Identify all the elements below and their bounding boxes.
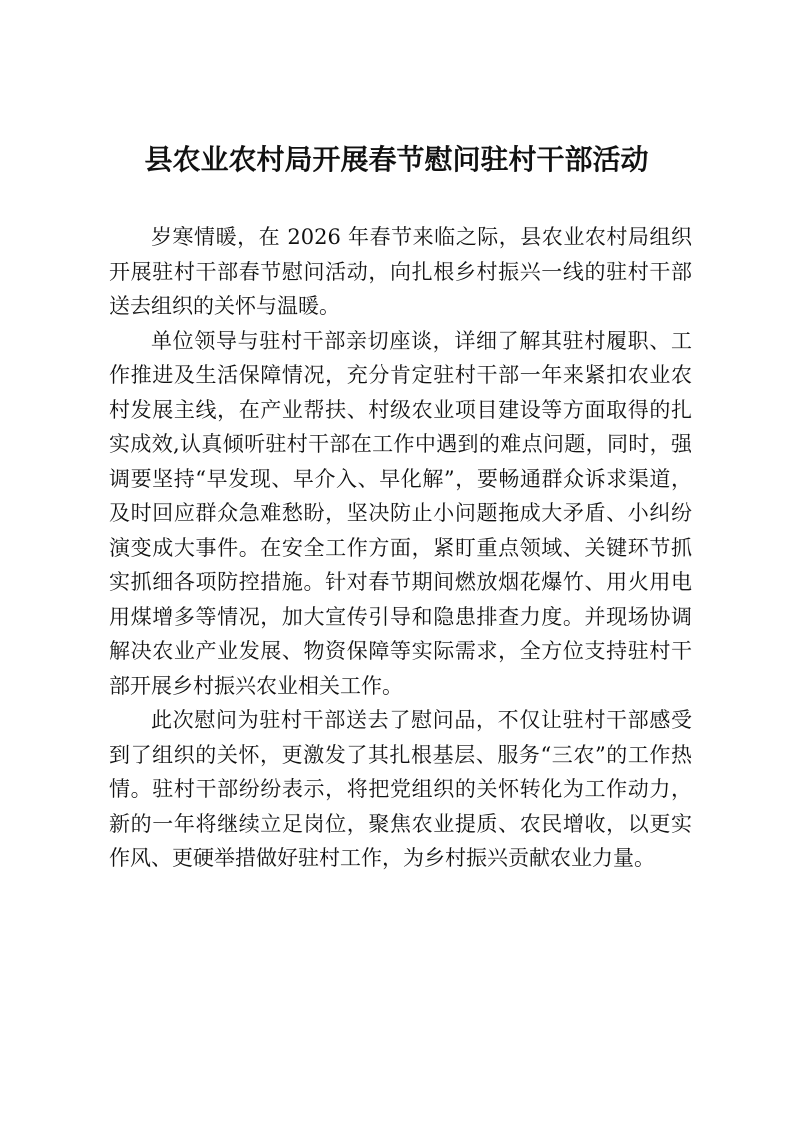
- paragraph-3: 此次慰问为驻村干部送去了慰问品，不仅让驻村干部感受到了组织的关怀，更激发了其扎根基层、服务“三农”的工作热情。驻村干部纷纷表示，将把党组织的关怀转化为工作动力，新的一年将继续立足岗位，聚焦农业提质、农民增收，以更实作风、更硬举措做好驻村工作，为乡村振兴贡献农业力量。: [109, 708, 692, 870]
- paragraph-2: 单位领导与驻村干部亲切座谈，详细了解其驻村履职、工作推进及生活保障情况，充分肯定驻村干部一年来紧扣农业农村发展主线，在产业帮扶、村级农业项目建设等方面取得的扎实成效,认真倾听驻村干部在工作中遇到的难点问题，同时，强调要坚持“早发现、早介入、早化解”，要畅通群众诉求渠道，及时回应群众急难愁盼，坚决防止小问题拖成大矛盾、小纠纷演变成大事件。在安全工作方面，紧盯重点领域、关键环节抓实抓细各项防控措施。针对春节期间燃放烟花爆竹、用火用电用煤增多等情况，加大宣传引导和隐患排查力度。并现场协调解决农业产业发展、物资保障等实际需求，全方位支持驻村干部开展乡村振兴农业相关工作。: [109, 328, 692, 698]
- document-body: [109, 220, 692, 876]
- paragraph-1: 岁寒情暖，在 2026 年春节来临之际，县农业农村局组织开展驻村干部春节慰问活动，向扎根乡村振兴一线的驻村干部送去组织的关怀与温暖。: [109, 225, 692, 318]
- document-title: 县农业农村局开展春节慰问驻村干部活动: [144, 143, 649, 176]
